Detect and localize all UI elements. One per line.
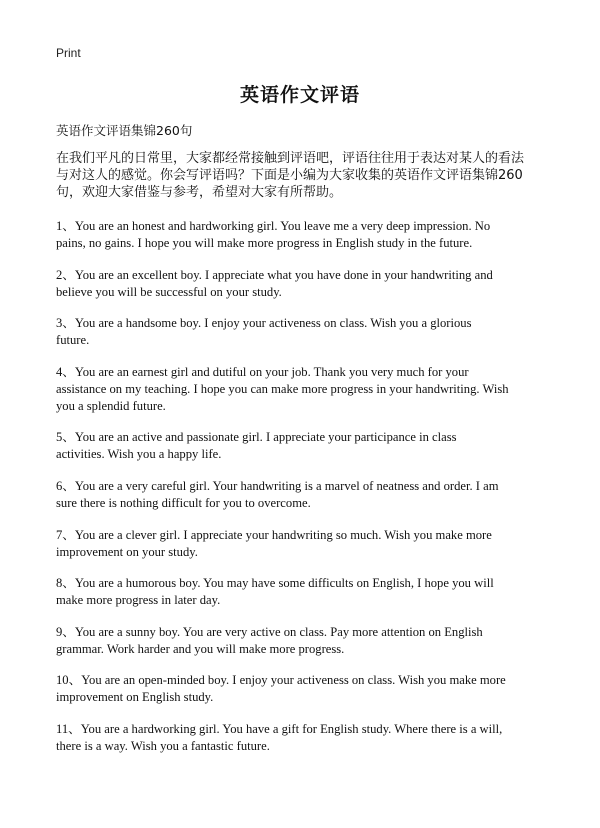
intro-line: 与对这人的感觉。你会写评语吗？下面是小编为大家收集的英语作文评语集锦260 [56, 168, 523, 183]
comment-line: 5、You are an active and passionate girl. I appreciate your participance in class [56, 430, 457, 445]
comment-line: future. [56, 333, 90, 348]
page-title: 英语作文评语 [239, 84, 360, 106]
intro-line: 句，欢迎大家借鉴与参考，希望对大家有所帮助。 [56, 185, 343, 200]
comment-list [56, 218, 556, 770]
comment-line: 2、You are an excellent boy. I appreciate what you have done in your handwriting and [56, 267, 493, 282]
comment-line: 10、You are an open-minded boy. I enjoy your activeness on class. Wish you make more [56, 673, 506, 688]
comment-item-3 [56, 315, 556, 349]
comment-line: grammar. Work harder and you will make more progress. [56, 641, 345, 656]
comment-line: improvement on your study. [56, 544, 198, 559]
comment-item-4 [56, 364, 556, 415]
print-label[interactable]: Print [56, 46, 81, 60]
comment-item-1 [56, 218, 556, 252]
comment-line: sure there is nothing difficult for you to overcome. [56, 495, 311, 510]
comment-line: there is a way. Wish you a fantastic future. [56, 738, 270, 753]
comment-item-6 [56, 478, 556, 512]
comment-line: pains, no gains. I hope you will make more progress in English study in the future. [56, 236, 473, 250]
comment-line: you a splendid future. [56, 398, 166, 413]
comment-line: make more progress in later day. [56, 593, 221, 608]
comment-line: 7、You are a clever girl. I appreciate your handwriting so much. Wish you make more [56, 527, 492, 542]
comment-item-9 [56, 624, 556, 658]
comment-line: activities. Wish you a happy life. [56, 447, 222, 462]
intro-line: 在我们平凡的日常里，大家都经常接触到评语吧，评语往往用于表达对某人的看法 [56, 151, 525, 166]
comment-line: 6、You are a very careful girl. Your handwriting is a marvel of neatness and order. I am [56, 478, 499, 493]
comment-item-5 [56, 429, 556, 463]
comment-line: improvement on English study. [56, 690, 214, 705]
comment-item-8 [56, 575, 556, 609]
comment-item-10 [56, 672, 556, 706]
intro-paragraph [56, 150, 556, 201]
comment-item-7 [56, 527, 556, 561]
comment-line: believe you will be successful on your study. [56, 284, 282, 299]
comment-item-11 [56, 721, 556, 755]
comment-line: 3、You are a handsome boy. I enjoy your activeness on class. Wish you a glorious [56, 316, 472, 331]
comment-line: 11、You are a hardworking girl. You have a gift for English study. Where there is a will, [56, 721, 503, 736]
comment-line: 9、You are a sunny boy. You are very active on class. Pay more attention on English [56, 624, 483, 639]
comment-line: assistance on my teaching. I hope you can make more progress in your handwriting. Wish [56, 381, 509, 396]
subtitle: 英语作文评语集锦260句 [56, 123, 193, 138]
comment-line: 4、You are an earnest girl and dutiful on your job. Thank you very much for your [56, 364, 469, 379]
comment-item-2 [56, 267, 556, 301]
comment-line: 8、You are a humorous boy. You may have some difficults on English, I hope you will [56, 576, 494, 591]
comment-line: 1、You are an honest and hardworking girl. You leave me a very deep impression. No [56, 219, 491, 233]
